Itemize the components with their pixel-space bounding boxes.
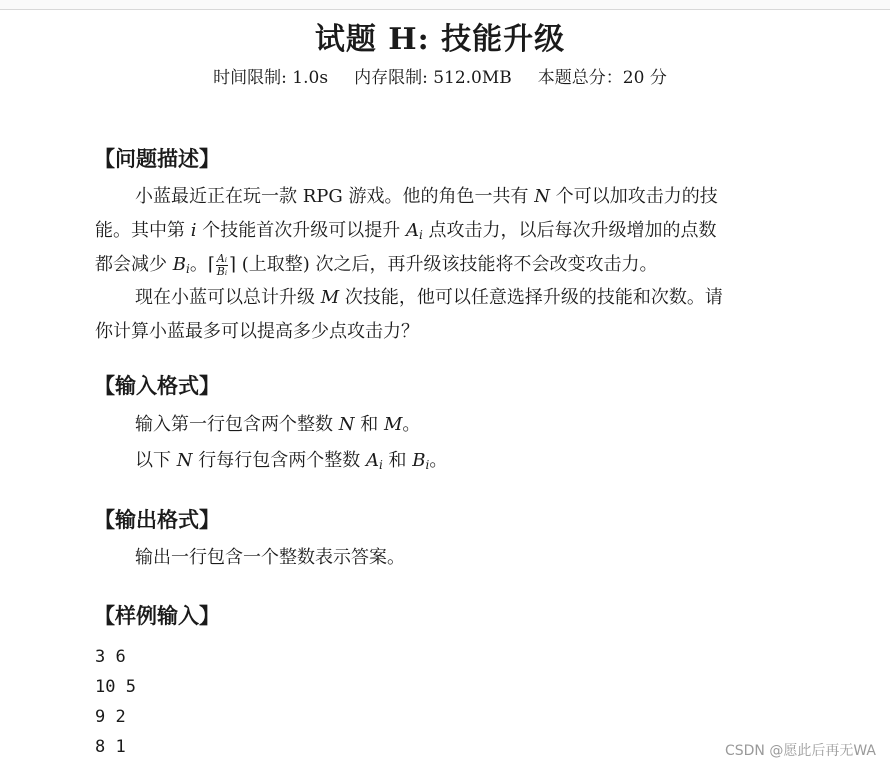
description-paragraph-1: 小蓝最近正在玩一款 RPG 游戏。他的角色一共有 N 个可以加攻击力的技 能。其中第 i 个技能首次升级可以提升 $A_i$ 点攻击力，以后每次升级增加的点数 都会减少 $B_i$。⌈ $\frac{\text{Aᵢ}}{\text{Bᵢ}}$ ⌉ (上取整) 次之后，再升级该技能将不会改变攻击力。: [95, 186, 718, 278]
ceil-left: ⌈: [207, 254, 215, 275]
top-border: [0, 0, 890, 10]
sample-input-heading: 【样例输入】: [94, 603, 220, 628]
math-B-i: $B_i$: [172, 254, 190, 276]
input-format-heading: 【输入格式】: [94, 373, 220, 398]
memory-limit: 内存限制: 512.0MB: [354, 68, 512, 88]
sample-input-line: 10 5: [95, 677, 136, 697]
math-A-i: $A_i$: [365, 450, 383, 472]
description-heading: 【问题描述】: [94, 146, 220, 171]
output-format-heading: 【输出格式】: [94, 507, 220, 532]
problem-title: 试题 H: 技能升级: [314, 22, 566, 57]
math-N: N: [338, 414, 355, 435]
math-N: N: [534, 186, 550, 207]
fraction-A-over-B: $\frac{\text{Aᵢ}}{\text{Bᵢ}}$: [216, 251, 228, 278]
sample-input-line: 3 6: [95, 647, 126, 667]
math-B-i: $B_i$: [412, 450, 430, 472]
time-limit: 时间限制: 1.0s: [213, 68, 329, 88]
sample-input-block: [95, 642, 136, 762]
input-format-line-2: 以下 N 行每行包含两个整数 $A_i$ 和 $B_i$。: [135, 450, 448, 472]
math-i: i: [190, 220, 197, 241]
description-paragraph-2: 现在小蓝可以总计升级 M 次技能，他可以任意选择升级的技能和次数。请 你计算小蓝最多可以提高多少点攻击力？: [95, 287, 723, 342]
math-M: M: [383, 414, 403, 435]
output-format-line-1: 输出一行包含一个整数表示答案。: [135, 547, 405, 568]
ceil-right: ⌉: [229, 254, 237, 275]
total-score: 本题总分：20 分: [537, 68, 667, 88]
math-M: M: [320, 287, 340, 308]
math-A-i: $A_i$: [405, 220, 423, 242]
problem-meta: [0, 63, 880, 88]
sample-input-line: 8 1: [95, 737, 126, 757]
watermark: CSDN @愿此后再无WA: [724, 743, 876, 759]
math-N: N: [176, 450, 193, 471]
input-format-line-1: 输入第一行包含两个整数 N 和 M。: [135, 414, 421, 435]
sample-input-line: 9 2: [95, 707, 126, 727]
